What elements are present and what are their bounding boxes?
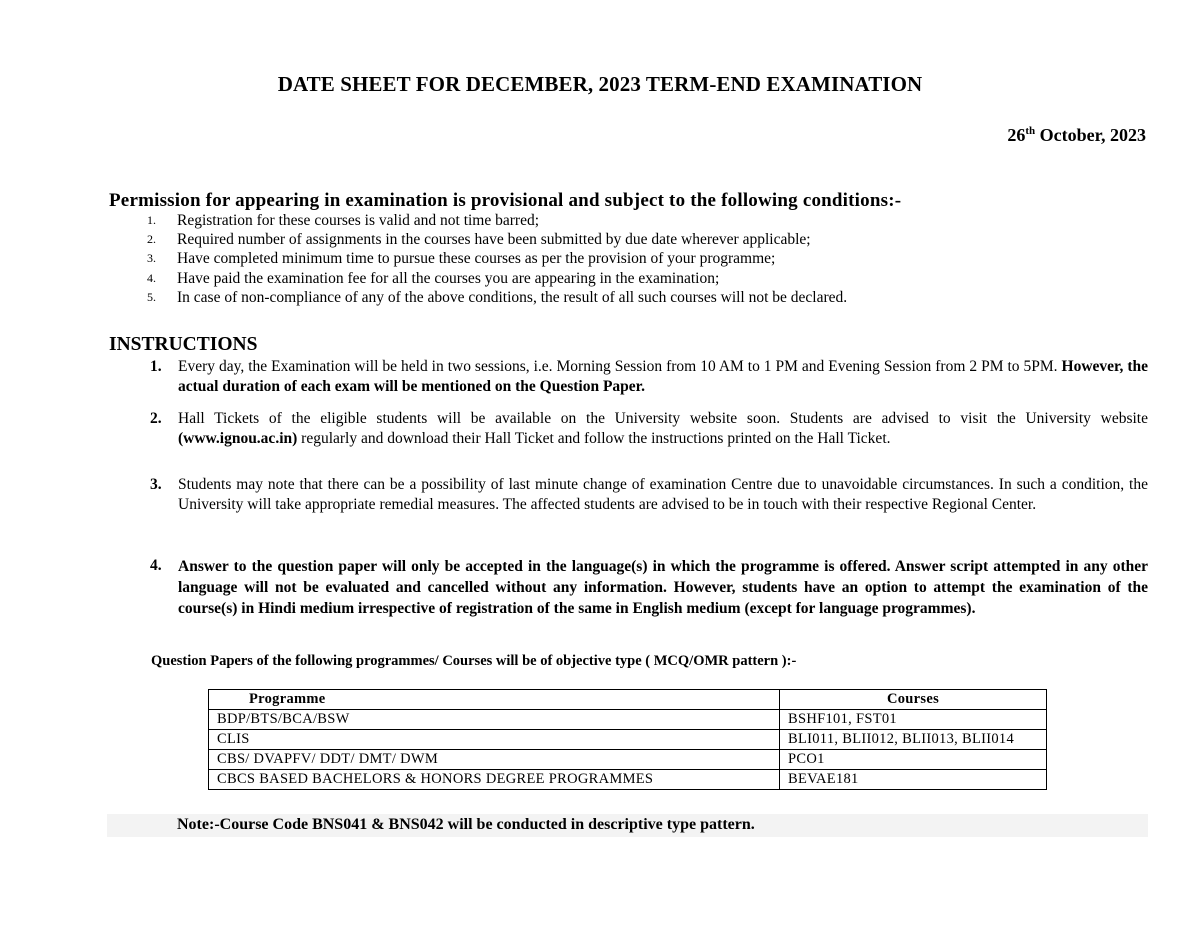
instruction-plain-text: Every day, the Examination will be held in two sessions, i.e. Morning Session from 10 AM to 1 PM and Evening Session from 2 PM to 5PM. xyxy=(178,358,1062,375)
condition-item xyxy=(147,211,1147,230)
condition-text: Have paid the examination fee for all the courses you are appearing in the examination; xyxy=(177,269,720,287)
condition-item xyxy=(147,288,1147,307)
table-row xyxy=(209,770,1047,790)
issue-date xyxy=(1007,125,1146,146)
courses-cell: BEVAE181 xyxy=(780,770,1047,790)
programme-cell: CLIS xyxy=(209,730,780,750)
programme-cell: BDP/BTS/BCA/BSW xyxy=(209,710,780,730)
condition-number: 5. xyxy=(147,289,156,304)
instructions-heading: INSTRUCTIONS xyxy=(109,334,258,355)
instruction-bold-text: However, the actual duration of each exam will be mentioned on the Question Paper. xyxy=(178,358,1148,395)
programme-header: Programme xyxy=(209,690,780,710)
courses-cell: PCO1 xyxy=(780,750,1047,770)
condition-item xyxy=(147,269,1147,288)
instruction-plain-text: Hall Tickets of the eligible students will be available on the University website soon. Students are advised to visit the University website xyxy=(178,410,1148,427)
instruction-number: 3. xyxy=(150,476,162,493)
courses-cell: BSHF101, FST01 xyxy=(780,710,1047,730)
courses-cell: BLI011, BLII012, BLII013, BLII014 xyxy=(780,730,1047,750)
permission-heading: Permission for appearing in examination is provisional and subject to the following conditions:- xyxy=(109,190,902,211)
instruction-text: Students may note that there can be a possibility of last minute change of examination Centre due to unavoidable circumstances. In such a condition, the University will take appropriate remedial measures. The affected students are advised to be in touch with their respective Regional Center. xyxy=(178,476,1148,513)
instruction-text xyxy=(178,409,1148,448)
condition-item xyxy=(147,230,1147,249)
condition-text: Registration for these courses is valid and not time barred; xyxy=(177,212,540,229)
table-row xyxy=(209,750,1047,770)
instruction-plain-text: regularly and download their Hall Ticket and follow the instructions printed on the Hall Ticket. xyxy=(297,429,891,447)
page-title: DATE SHEET FOR DECEMBER, 2023 TERM-END EXAMINATION xyxy=(277,72,923,96)
table-row xyxy=(209,710,1047,730)
objective-programmes-table xyxy=(208,689,1047,790)
condition-number: 2. xyxy=(147,232,156,247)
instruction-number: 2. xyxy=(150,410,162,427)
condition-number: 1. xyxy=(147,213,156,227)
website-link[interactable]: (www.ignou.ac.in) xyxy=(178,429,298,447)
table-header-row xyxy=(209,690,1047,710)
instruction-item xyxy=(150,556,1148,619)
condition-number: 4. xyxy=(147,270,156,285)
date-suffix: th xyxy=(1025,125,1036,137)
instruction-number: 4. xyxy=(150,557,162,574)
condition-number: 3. xyxy=(147,251,156,266)
programme-cell: CBS/ DVAPFV/ DDT/ DMT/ DWM xyxy=(209,750,780,770)
conditions-list xyxy=(147,211,1147,307)
objective-type-note: Question Papers of the following programmes/ Courses will be of objective type ( MCQ/OMR pattern ):- xyxy=(151,653,797,669)
table-row xyxy=(209,730,1047,750)
date-rest: October, 2023 xyxy=(1035,125,1146,145)
date-day: 26 xyxy=(1007,125,1026,145)
programme-cell: CBCS BASED BACHELORS & HONORS DEGREE PROGRAMMES xyxy=(209,770,780,790)
condition-text: In case of non-compliance of any of the above conditions, the result of all such courses will not be declared. xyxy=(177,288,848,306)
instruction-item xyxy=(150,475,1148,514)
condition-item xyxy=(147,249,1147,268)
instruction-text xyxy=(178,357,1148,396)
condition-text: Required number of assignments in the courses have been submitted by due date wherever applicable; xyxy=(177,231,811,249)
instruction-item xyxy=(150,409,1148,448)
instruction-number: 1. xyxy=(150,358,162,375)
condition-text: Have completed minimum time to pursue these courses as per the provision of your programme; xyxy=(177,250,776,268)
instruction-text: Answer to the question paper will only be accepted in the language(s) in which the programme is offered. Answer script attempted in any other language will not be evaluated and cancelled without any information. However, students have an option to attempt the examination of the course(s) in Hindi medium irrespective of registration of the same in English medium (except for language programmes). xyxy=(178,558,1148,617)
instruction-item xyxy=(150,357,1148,396)
footnote: Note:-Course Code BNS041 & BNS042 will be conducted in descriptive type pattern. xyxy=(177,816,755,833)
courses-header: Courses xyxy=(780,690,1047,710)
